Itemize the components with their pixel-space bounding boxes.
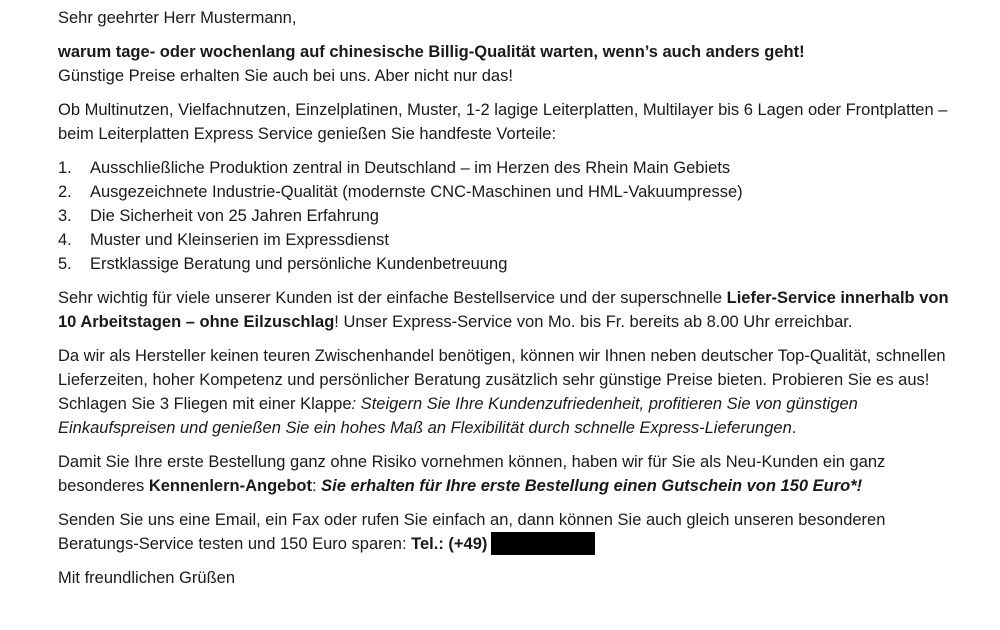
list-item-text: Ausgezeichnete Industrie-Qualität (modernste CNC-Maschinen und HML-Vakuumpresse) — [90, 183, 743, 201]
list-item-number: 5. — [58, 255, 72, 273]
list-item-text: Erstklassige Beratung und persönliche Kundenbetreuung — [90, 255, 508, 273]
contact-paragraph — [58, 508, 958, 556]
delivery-text-1: Sehr wichtig für viele unserer Kunden ist der einfache Bestellservice und der superschnelle — [58, 289, 727, 307]
offer-text-1: Damit Sie Ihre erste Bestellung ganz ohne Risiko vornehmen können, haben wir für Sie als Neu-Kunden ein ganz besonderes — [58, 453, 886, 495]
delivery-highlight: Liefer-Service innerhalb von 10 Arbeitstagen – ohne Eilzuschlag — [58, 289, 949, 331]
price-highlight: : Steigern Sie Ihre Kundenzufriedenheit, profitieren Sie von günstigen Einkaufspreisen und genießen Sie ein hohes Maß an Flexibilität durch schnelle Express-Lieferungen — [58, 395, 858, 437]
redaction-bar — [491, 532, 595, 555]
letter-body — [58, 6, 958, 590]
price-text-1: Da wir als Hersteller keinen teuren Zwischenhandel benötigen, können wir Ihnen neben deutscher Top-Qualität, schnellen Lieferzeiten, hoher Kompetenz und persönlicher Beratung zusätzlich sehr günstige Preise bieten. Probieren Sie es aus! Schlagen Sie 3 Fliegen mit einer Klappe — [58, 347, 946, 413]
delivery-text-2: ! Unser Express-Service von Mo. bis Fr. bereits ab 8.00 Uhr erreichbar. — [334, 313, 853, 331]
list-item — [58, 156, 958, 180]
offer-name: Kennenlern-Angebot — [148, 477, 312, 495]
list-item-text: Ausschließliche Produktion zentral in Deutschland – im Herzen des Rhein Main Gebiets — [90, 159, 731, 177]
intro-text: Günstige Preise erhalten Sie auch bei uns. Aber nicht nur das! — [58, 67, 513, 85]
price-text-2: . — [791, 419, 797, 437]
list-item-text: Muster und Kleinserien im Expressdienst — [90, 231, 389, 249]
contact-text: Senden Sie uns eine Email, ein Fax oder rufen Sie einfach an, dann können Sie auch gleich unseren besonderen Beratungs-Service testen und 150 Euro sparen: — [58, 511, 886, 553]
offer-paragraph — [58, 450, 958, 498]
price-paragraph — [58, 344, 958, 440]
list-item-number: 4. — [58, 231, 72, 249]
list-item — [58, 204, 958, 228]
benefits-list — [58, 156, 958, 276]
list-item-text: Die Sicherheit von 25 Jahren Erfahrung — [90, 207, 379, 225]
list-item — [58, 180, 958, 204]
list-item — [58, 252, 958, 276]
list-item-number: 1. — [58, 159, 72, 177]
intro-headline: warum tage- oder wochenlang auf chinesische Billig-Qualität warten, wenn’s auch anders geht! — [58, 43, 805, 61]
list-item-number: 2. — [58, 183, 72, 201]
closing: Mit freundlichen Grüßen — [58, 569, 235, 587]
salutation: Sehr geehrter Herr Mustermann, — [58, 9, 297, 27]
list-item — [58, 228, 958, 252]
intro-paragraph — [58, 40, 958, 88]
offer-voucher: Sie erhalten für Ihre erste Bestellung einen Gutschein von 150 Euro*! — [321, 477, 863, 495]
delivery-paragraph — [58, 286, 958, 334]
offer-text-2: : — [312, 477, 322, 495]
phone-label: Tel.: (+49) — [411, 535, 488, 553]
list-item-number: 3. — [58, 207, 72, 225]
products-paragraph: Ob Multinutzen, Vielfachnutzen, Einzelplatinen, Muster, 1-2 lagige Leiterplatten, Multilayer bis 6 Lagen oder Frontplatten – beim Leiterplatten Express Service genießen Sie handfeste Vorteile: — [58, 101, 948, 143]
